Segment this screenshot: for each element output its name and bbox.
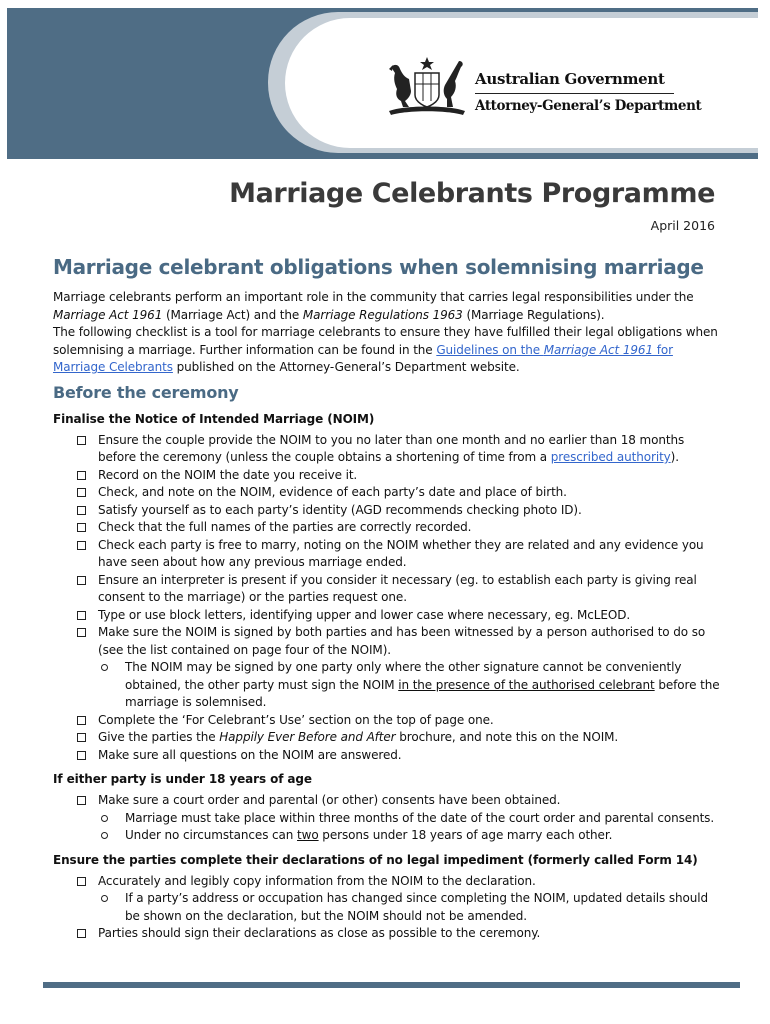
checkbox-icon[interactable]: [77, 628, 86, 637]
checkbox-icon[interactable]: [77, 436, 86, 445]
checklist-item: Complete the ‘For Celebrant’s Use’ section on the top of page one.: [53, 712, 723, 730]
sub-list: [98, 890, 723, 925]
guidelines-link[interactable]: Guidelines on the Marriage Act 1961 for Marriage Celebrants: [53, 342, 673, 374]
sub-list-item: If a party’s address or occupation has changed since completing the NOIM, updated details should be shown on the declaration, but the NOIM should not be amended.: [98, 890, 723, 925]
sub-list: [98, 659, 723, 712]
sub-list-item: The NOIM may be signed by one party only where the other signature cannot be conveniently obtained, the other party must sign the NOIM in the presence of the authorised celebrant before the marriage is solemnised.: [98, 659, 723, 712]
checkbox-icon[interactable]: [77, 877, 86, 886]
checkbox-icon[interactable]: [77, 506, 86, 515]
checkbox-icon[interactable]: [77, 751, 86, 760]
checkbox-icon[interactable]: [77, 488, 86, 497]
footer-bar: [43, 982, 740, 988]
checklist-item: Type or use block letters, identifying upper and lower case where necessary, eg. McLEOD.: [53, 607, 723, 625]
regulations-citation: Marriage Regulations 1963: [302, 307, 463, 322]
checkbox-icon[interactable]: [77, 541, 86, 550]
checklist-item: Give the parties the Happily Ever Before and After brochure, and note this on the NOIM.: [53, 729, 723, 747]
intro-paragraph-1: Marriage celebrants perform an important role in the community that carries legal responsibilities under the Marriage Act 1961 (Marriage Act) and the Marriage Regulations 1963 (Marriage Regulations).: [53, 290, 694, 322]
circle-bullet-icon: [101, 832, 108, 839]
header-divider: [475, 93, 674, 94]
checklist-item: Record on the NOIM the date you receive it.: [53, 467, 723, 485]
subheading-finalise-noim: Finalise the Notice of Intended Marriage (NOIM): [53, 411, 375, 426]
checkbox-icon[interactable]: [77, 733, 86, 742]
under-18-checklist: [53, 792, 723, 845]
act-citation: Marriage Act 1961: [53, 307, 163, 322]
checklist-item: Ensure an interpreter is present if you consider it necessary (eg. to establish each party is giving real consent to the marriage) or the parties request one.: [53, 572, 723, 607]
page-title: Marriage Celebrants Programme: [229, 178, 715, 209]
circle-bullet-icon: [101, 664, 108, 671]
checkbox-icon[interactable]: [77, 611, 86, 620]
checkbox-icon[interactable]: [77, 796, 86, 805]
checkbox-icon[interactable]: [77, 523, 86, 532]
checklist-item: Parties should sign their declarations as close as possible to the ceremony.: [53, 925, 723, 943]
checklist-item: Check that the full names of the parties are correctly recorded.: [53, 519, 723, 537]
prescribed-authority-link[interactable]: prescribed authority: [550, 450, 671, 464]
sub-list-item: Under no circumstances can two persons under 18 years of age marry each other.: [98, 827, 723, 845]
circle-bullet-icon: [101, 815, 108, 822]
checklist-item: Ensure the couple provide the NOIM to you no later than one month and no earlier than 18 months before the ceremony (unless the couple obtains a shortening of time from a prescribed authority).: [53, 432, 723, 467]
checkbox-icon[interactable]: [77, 471, 86, 480]
noim-checklist: [53, 432, 723, 765]
main-heading: Marriage celebrant obligations when solemnising marriage: [53, 255, 704, 279]
checkbox-icon[interactable]: [77, 929, 86, 938]
checklist-item: Accurately and legibly copy information from the NOIM to the declaration. If a party’s address or occupation has changed since completing the NOIM, updated details should be shown on the declaration, but the NOIM should not be amended.: [53, 873, 723, 926]
document-body: [53, 252, 723, 943]
checklist-item: Make sure a court order and parental (or other) consents have been obtained. Marriage must take place within three months of the date of the court order and parental consents. Under no circumstances can two persons under 18 years of age marry each other.: [53, 792, 723, 845]
checklist-item: Check each party is free to marry, noting on the NOIM whether they are related and any evidence you have seen about how any previous marriage ended.: [53, 537, 723, 572]
sub-list-item: Marriage must take place within three months of the date of the court order and parental consents.: [98, 810, 723, 828]
intro-paragraph-2: The following checklist is a tool for marriage celebrants to ensure they have fulfilled their legal obligations when solemnising a marriage. Further information can be found in the Guidelines on the Marriage Act 1961 for Marriage Celebrants published on the Attorney-General’s Department website.: [53, 325, 718, 374]
department-name: Attorney-General’s Department: [475, 98, 702, 114]
checklist-item: Make sure all questions on the NOIM are answered.: [53, 747, 723, 765]
checklist-item: Check, and note on the NOIM, evidence of each party’s date and place of birth.: [53, 484, 723, 502]
checklist-item: Satisfy yourself as to each party’s identity (AGD recommends checking photo ID).: [53, 502, 723, 520]
subheading-under-18: If either party is under 18 years of age: [53, 772, 312, 786]
checkbox-icon[interactable]: [77, 716, 86, 725]
document-date: April 2016: [650, 218, 715, 233]
section-heading-before-ceremony: Before the ceremony: [53, 382, 239, 402]
subheading-declarations: Ensure the parties complete their declarations of no legal impediment (formerly called Form 14): [53, 852, 698, 867]
checklist-item: Make sure the NOIM is signed by both parties and has been witnessed by a person authorised to do so (see the list contained on page four of the NOIM). The NOIM may be signed by one party only where the other signature cannot be conveniently obtained, the other party must sign the NOIM in the presence of the authorised celebrant before the marriage is solemnised.: [53, 624, 723, 712]
australian-coat-of-arms-icon: [385, 55, 469, 121]
government-name: Australian Government: [475, 70, 665, 88]
circle-bullet-icon: [101, 895, 108, 902]
checkbox-icon[interactable]: [77, 576, 86, 585]
sub-list: [98, 810, 723, 845]
declarations-checklist: [53, 873, 723, 943]
